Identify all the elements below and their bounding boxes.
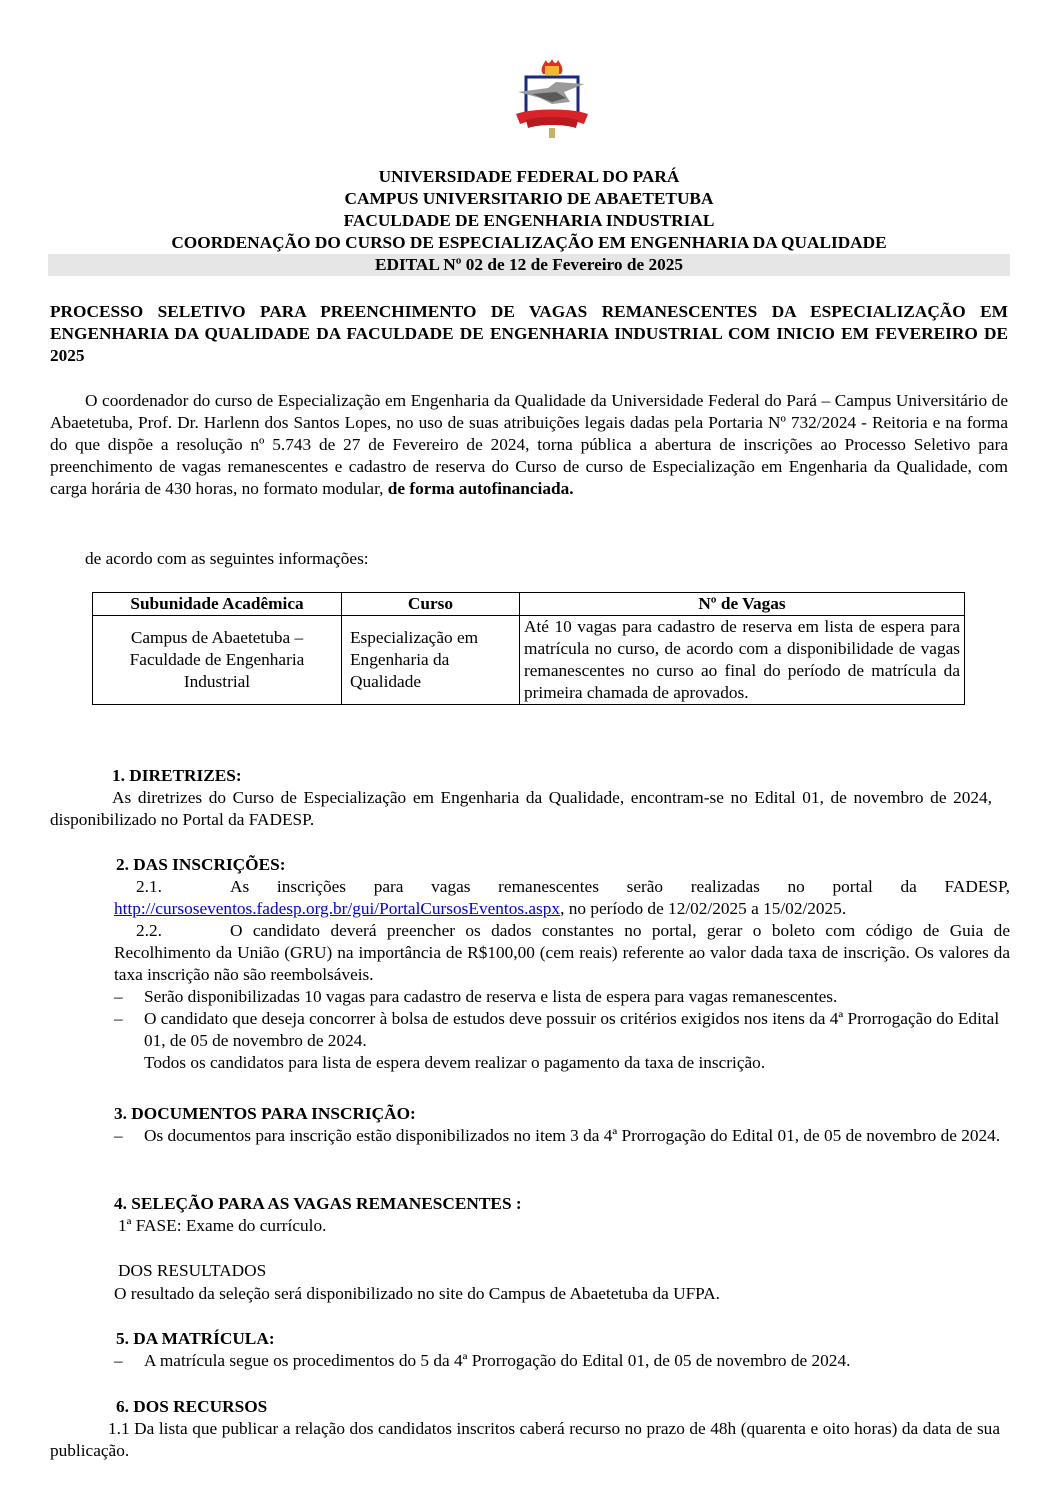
item-2-1-period: , no período de 12/02/2025 a 15/02/2025. — [560, 899, 847, 918]
section-3-bullets — [114, 1125, 1020, 1147]
section-2-bullets — [114, 986, 1024, 1074]
section-5-heading: 5. DA MATRÍCULA: — [116, 1329, 275, 1348]
list-item: – O candidato que deseja concorrer à bolsa de estudos deve possuir os critérios exigidos nos itens da 4ª Prorrogação do Edital 01, de 05 de novembro de 2024. — [114, 1009, 1000, 1050]
dash-bullet-icon: – — [114, 1009, 123, 1028]
vagas-table — [92, 592, 965, 705]
item-2-1-link-line — [114, 898, 846, 920]
header-coordination: COORDENAÇÃO DO CURSO DE ESPECIALIZAÇÃO EM ENGENHARIA DA QUALIDADE — [171, 233, 887, 252]
ufpa-crest-icon — [512, 58, 592, 140]
table-row — [93, 616, 965, 705]
intro-text: O coordenador do curso de Especialização em Engenharia da Qualidade da Universidade Federal do Pará – Campus Universitário de Abaetetuba, Prof. Dr. Harlenn dos Santos Lopes, no uso de suas atribuições legais dadas pela Portaria Nº 732/2024 - Reitoria e na forma do que dispõe a resolução nº 5.743 de 27 de Fevereiro de 2024, torna pública a abertura de inscrições ao Processo Seletivo para preenchimento de vagas remanescentes e cadastro de reserva do Curso de curso de Especialização em Engenharia da Qualidade, com carga horária de 430 horas, no formato modular, — [50, 391, 1008, 498]
header-faculty: FACULDADE DE ENGENHARIA INDUSTRIAL — [343, 211, 715, 230]
item-2-2-text: O candidato deverá preencher os dados constantes no portal, gerar o boleto com código de Guia de — [230, 921, 1010, 940]
section-1-text: As diretrizes do Curso de Especialização em Engenharia da Qualidade, encontram-se no Edital 01, de novembro de 2024, disponibilizado no Portal da FADESP. — [50, 788, 992, 829]
item-2-1-text: As inscrições para vagas remanescentes serão realizadas no portal da FADESP, — [230, 877, 1010, 896]
section-6-heading: 6. DOS RECURSOS — [116, 1397, 268, 1416]
col-vagas: Nº de Vagas — [520, 593, 965, 616]
col-curso: Curso — [342, 593, 520, 616]
fadesp-portal-link[interactable]: http://cursoseventos.fadesp.org.br/gui/PortalCursosEventos.aspx — [114, 899, 561, 918]
item-2-1-number: 2.1. — [136, 877, 162, 896]
section-4-fase: 1ª FASE: Exame do currículo. — [118, 1216, 327, 1235]
section-3-heading: 3. DOCUMENTOS PARA INSCRIÇÃO: — [114, 1104, 416, 1123]
cell-vagas: Até 10 vagas para cadastro de reserva em lista de espera para matrícula no curso, de acordo com a disponibilidade de vagas remanescentes no curso ao final do período de matrícula da primeira chamada de aprovados. — [520, 616, 965, 705]
col-subunidade: Subunidade Acadêmica — [93, 593, 342, 616]
dash-bullet-icon: – — [114, 1126, 123, 1145]
dash-bullet-icon: – — [114, 1351, 123, 1370]
list-item: – Os documentos para inscrição estão disponibilizados no item 3 da 4ª Prorrogação do Edital 01, de 05 de novembro de 2024. — [114, 1126, 1001, 1145]
cell-curso: Especialização em Engenharia da Qualidade — [342, 616, 520, 705]
document-header — [48, 166, 1010, 276]
intro-acordo: de acordo com as seguintes informações: — [85, 549, 369, 568]
item-2-2-continuation: Recolhimento da União (GRU) na importância de R$100,00 (cem reais) referente ao valor dada taxa de inscrição. Os valores da taxa inscrição não são reembolsáveis. — [114, 943, 1010, 984]
list-item: – Serão disponibilizadas 10 vagas para cadastro de reserva e lista de espera para vagas remanescentes. — [114, 987, 838, 1006]
intro-paragraph — [50, 390, 1008, 500]
section-6-text: 1.1 Da lista que publicar a relação dos candidatos inscritos caberá recurso no prazo de 48h (quarenta e oito horas) da data de sua publicação. — [50, 1419, 1000, 1460]
document-title: PROCESSO SELETIVO PARA PREENCHIMENTO DE VAGAS REMANESCENTES DA ESPECIALIZAÇÃO EM ENGENHARIA DA QUALIDADE DA FACULDADE DE ENGENHARIA INDUSTRIAL COM INICIO EM FEVEREIRO DE 2025 — [50, 302, 1008, 365]
section-2-heading: 2. DAS INSCRIÇÕES: — [116, 855, 286, 874]
section-4-heading: 4. SELEÇÃO PARA AS VAGAS REMANESCENTES : — [114, 1194, 522, 1213]
intro-bold-tail: de forma autofinanciada. — [387, 479, 574, 498]
header-campus: CAMPUS UNIVERSITARIO DE ABAETETUBA — [344, 189, 714, 208]
list-item: – A matrícula segue os procedimentos do 5 da 4ª Prorrogação do Edital 01, de 05 de novembro de 2024. — [114, 1351, 851, 1370]
resultados-text: O resultado da seleção será disponibilizado no site do Campus de Abaetetuba da UFPA. — [114, 1284, 720, 1303]
cell-subunidade: Campus de Abaetetuba – Faculdade de Engenharia Industrial — [93, 616, 342, 705]
dash-bullet-icon: – — [114, 987, 123, 1006]
header-university: UNIVERSIDADE FEDERAL DO PARÁ — [378, 167, 680, 186]
table-header-row — [93, 593, 965, 616]
section-1-heading: 1. DIRETRIZES: — [112, 766, 242, 785]
edital-number: EDITAL Nº 02 de 12 de Fevereiro de 2025 — [48, 254, 1010, 276]
section-5-bullets — [114, 1350, 1020, 1372]
section-2-note: Todos os candidatos para lista de espera devem realizar o pagamento da taxa de inscrição. — [144, 1053, 766, 1072]
resultados-heading: DOS RESULTADOS — [118, 1261, 267, 1280]
item-2-2-number: 2.2. — [136, 921, 162, 940]
